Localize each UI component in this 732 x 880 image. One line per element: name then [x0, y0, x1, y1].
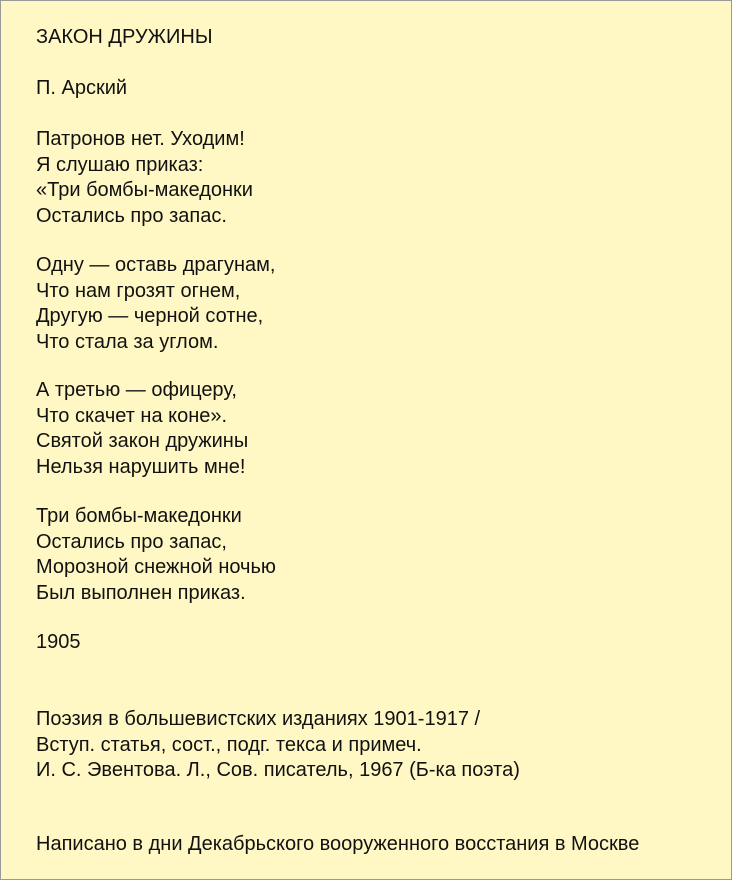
verse-line: Был выполнен приказ. — [36, 581, 246, 604]
verse-line: Три бомбы-македонки — [36, 505, 242, 527]
verse-line: Что стала за углом. — [36, 330, 219, 353]
verse-line: Остались про запас, — [36, 530, 227, 553]
verse-line: Одну — оставь драгунам, — [36, 254, 276, 276]
stanza-4 — [36, 504, 276, 606]
verse-line: Остались про запас. — [36, 204, 227, 227]
verse-line: Что нам грозят огнем, — [36, 279, 241, 302]
stanza-3 — [36, 378, 248, 480]
verse-line: Я слушаю приказ: — [36, 153, 204, 176]
citation-line: Вступ. статья, сост., подг. текса и примеч. — [36, 733, 422, 756]
citation-line: Поэзия в большевистских изданиях 1901-1917 / — [36, 708, 481, 730]
verse-line: А третью — офицеру, — [36, 379, 237, 401]
stanza-2 — [36, 253, 275, 355]
verse-line: Другую — черной сотне, — [36, 305, 264, 327]
footnote: Написано в дни Декабрьского вооруженного восстания в Москве — [36, 833, 640, 855]
verse-line: Морозной снежной ночью — [36, 556, 276, 578]
stanza-1 — [36, 127, 253, 229]
verse-line: «Три бомбы-македонки — [36, 179, 253, 201]
citation-line: И. С. Эвентова. Л., Сов. писатель, 1967 (Б-ка поэта) — [36, 759, 520, 781]
poem-author: П. Арский — [36, 77, 128, 99]
poem-year: 1905 — [36, 631, 81, 653]
verse-line: Патронов нет. Уходим! — [36, 128, 245, 150]
source-citation — [36, 707, 520, 784]
poem-title: ЗАКОН ДРУЖИНЫ — [36, 26, 213, 48]
verse-line: Святой закон дружины — [36, 430, 249, 452]
verse-line: Нельзя нарушить мне! — [36, 455, 246, 478]
verse-line: Что скачет на коне». — [36, 404, 228, 427]
